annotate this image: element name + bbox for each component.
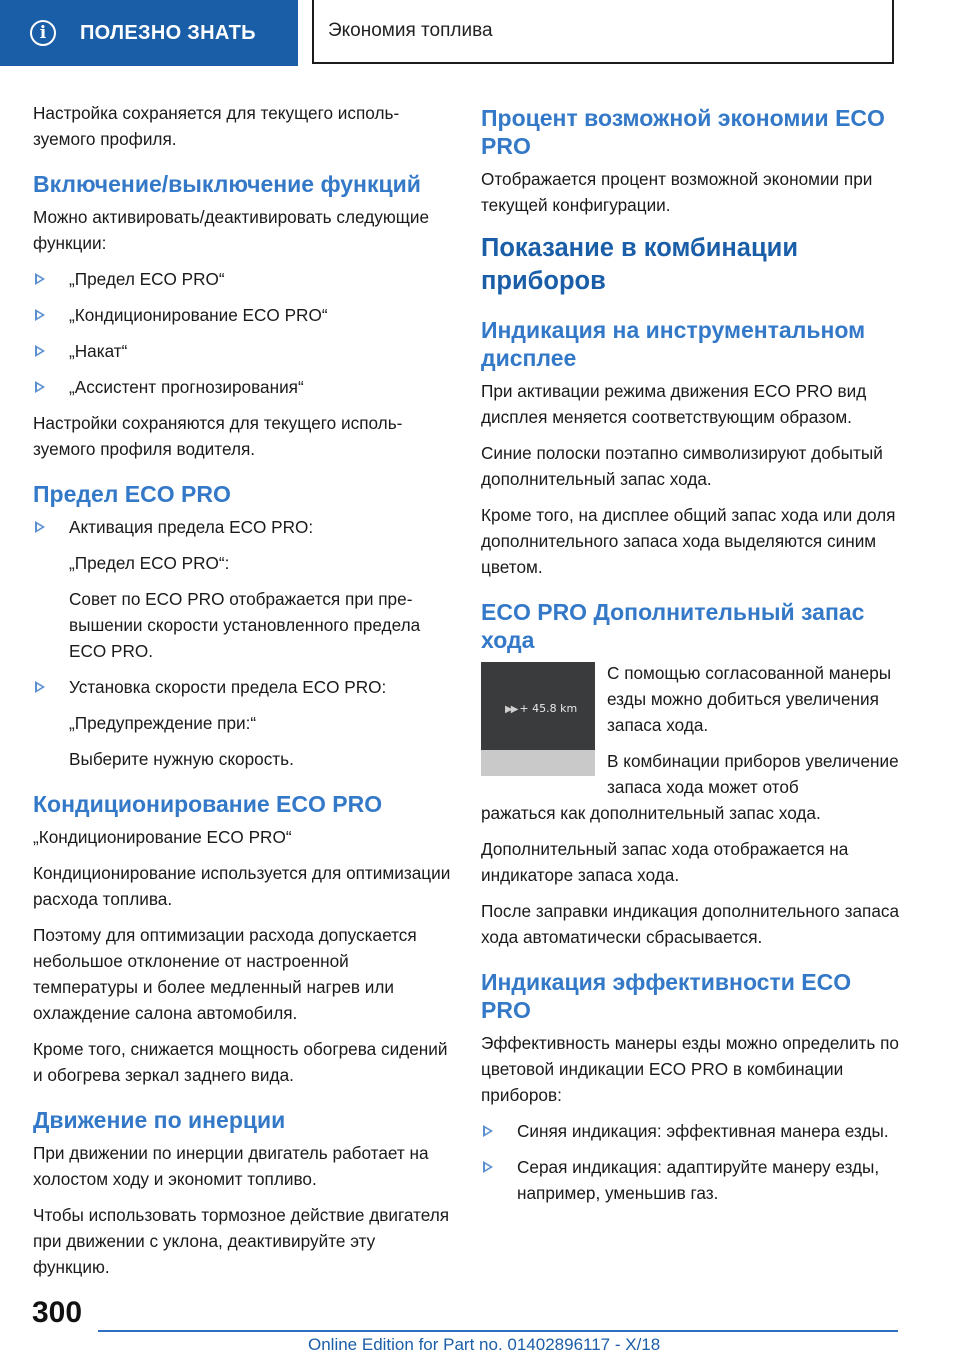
triangle-bullet-icon: [483, 1161, 493, 1173]
range-text: ражаться как дополнительный запас хода.: [481, 803, 821, 823]
heading-percent: Процент возможной экономии ECO PRO: [481, 105, 885, 159]
list-item: „Предел ECO PRO“: [33, 266, 451, 292]
section-label: ПОЛЕЗНО ЗНАТЬ: [80, 21, 256, 44]
onoff-text: Можно активировать/деактивировать следующие функции:: [33, 207, 430, 253]
range-text: С помощью согласованной манеры езды можно добиться увеличения запаса хода.: [607, 663, 892, 735]
range-text: В комбинации приборов увеличение запаса хода может отоб: [607, 751, 899, 797]
limit-sub-text: Совет по ECO PRO отображается при превышении скорости установленного предела ECO PRO.: [69, 589, 421, 661]
footer-divider: [98, 1330, 898, 1332]
triangle-bullet-icon: [483, 1125, 493, 1137]
section-tab[interactable]: [0, 0, 298, 66]
triangle-bullet-icon: [35, 681, 45, 693]
range-figure-row: [481, 660, 901, 800]
heading-onoff: Включение/выключение функций: [33, 171, 421, 197]
coast-text: При движении по инерции двигатель работает на холостом ходу и экономит топливо.: [33, 1143, 429, 1189]
ac-text: „Кондиционирование ECO PRO“: [33, 827, 292, 847]
info-icon: i: [30, 20, 56, 46]
display-text: При активации режима движения ECO PRO вид дисплея меняется соответствующим образом.: [481, 381, 867, 427]
triangle-bullet-icon: [35, 345, 45, 357]
chapter-title: Экономия топлива: [328, 20, 493, 41]
list-item: „Накат“: [33, 338, 451, 364]
range-text: Дополнительный запас хода отображается на индикаторе запаса хода.: [481, 839, 849, 885]
range-display-image: [481, 662, 595, 776]
left-column: [33, 100, 451, 1290]
ac-text: Кондиционирование используется для оптимизации расхода топлива.: [33, 863, 451, 909]
limit-sub-text: „Предел ECO PRO“:: [69, 553, 230, 573]
range-readout: ▶▶ + 45.8 km: [505, 702, 578, 715]
limit-sub-text: Выберите нужную скорость.: [69, 749, 294, 769]
efficiency-text: Эффективность манеры езды можно определить по цветовой индикации ECO PRO в комбинации приборов:: [481, 1033, 899, 1105]
heading-ac: Кондиционирование ECO PRO: [33, 791, 383, 817]
list-item: „Ассистент прогнозирования“: [33, 374, 451, 400]
ac-text: Кроме того, снижается мощность обогрева сидений и обогрева зеркал заднего вида.: [33, 1039, 448, 1085]
heading-efficiency: Индикация эффективности ECO PRO: [481, 969, 852, 1023]
page-number: 300: [32, 1296, 83, 1329]
onoff-after-text: Настройки сохраняются для текущего используемого профиля водителя.: [33, 413, 403, 459]
percent-text: Отображается процент возможной экономии при текущей конфигурации.: [481, 169, 873, 215]
triangle-bullet-icon: [35, 273, 45, 285]
ac-text: Поэтому для оптимизации расхода допускается небольшое отклонение от настроенной температуры и более медленный нагрев или охлаждение салона автомобиля.: [33, 925, 417, 1023]
list-item: Синяя индикация: эффективная манера езды.: [481, 1118, 901, 1144]
limit-sub-text: „Предупреждение при:“: [69, 713, 257, 733]
heading-coast: Движение по инерции: [33, 1107, 286, 1133]
triangle-bullet-icon: [35, 309, 45, 321]
list-item: „Кондиционирование ECO PRO“: [33, 302, 451, 328]
list-item: Серая индикация: адаптируйте манеру езды, например, уменьшив газ.: [481, 1154, 901, 1206]
list-item: Активация предела ECO PRO:: [33, 514, 451, 540]
range-figure-text: [607, 660, 901, 800]
intro-text: Настройка сохраняется для текущего используемого профиля.: [33, 103, 400, 149]
heading-display: Индикация на инструментальном дисплее: [481, 317, 866, 371]
edition-text: Online Edition for Part no. 01402896117 - X/18: [308, 1335, 661, 1354]
range-text: После заправки индикация дополнительного запаса хода автоматически сбрасывается.: [481, 901, 900, 947]
triangle-bullet-icon: [35, 381, 45, 393]
right-column: [481, 100, 901, 1216]
display-text: Синие полоски поэтапно символизируют добытый дополнительный запас хода.: [481, 443, 883, 489]
heading-range: ECO PRO Дополнительный запас хода: [481, 599, 865, 653]
triangle-bullet-icon: [35, 521, 45, 533]
chapter-title-box: [312, 0, 894, 64]
double-chevron-icon: ▶▶: [505, 704, 517, 715]
display-text: Кроме того, на дисплее общий запас хода или доля дополнительного запаса хода выделяются синим цветом.: [481, 505, 896, 577]
list-item: Установка скорости предела ECO PRO:: [33, 674, 451, 700]
heading-limit: Предел ECO PRO: [33, 481, 231, 507]
header-bar: [0, 0, 960, 66]
heading-cluster: Показание в комбинации приборов: [481, 234, 799, 295]
coast-text: Чтобы использовать тормозное действие двигателя при движении с уклона, деактивируйте эту функцию.: [33, 1205, 450, 1277]
